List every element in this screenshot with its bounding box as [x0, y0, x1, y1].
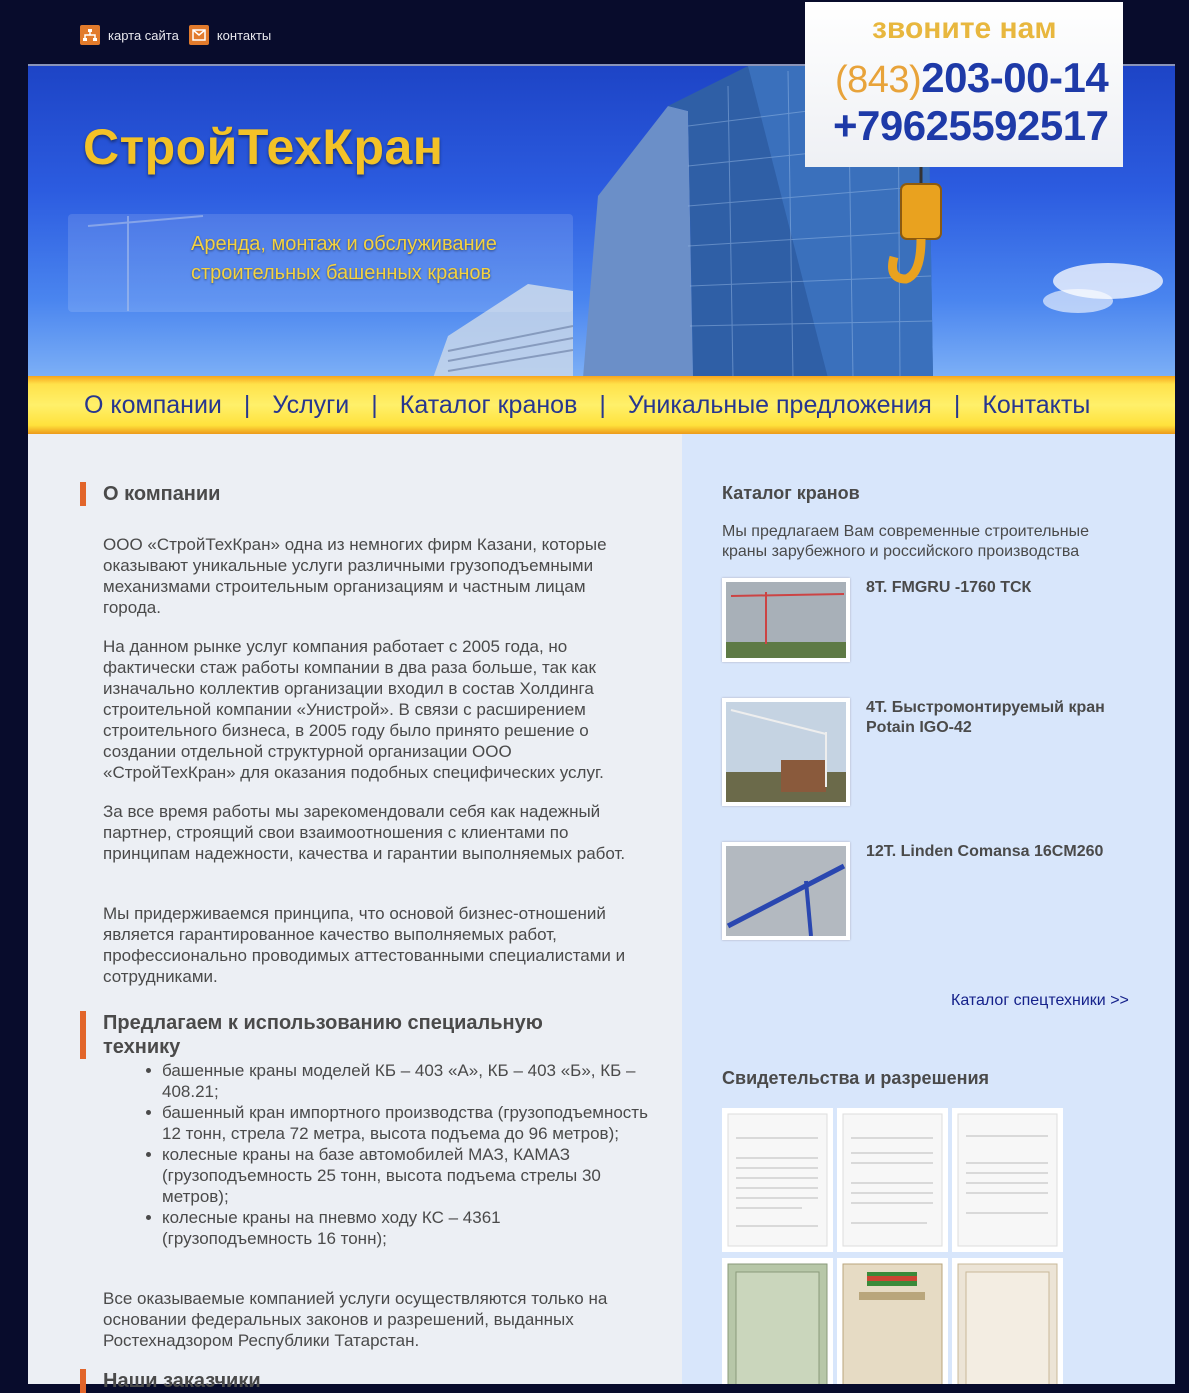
certificate-thumbnail[interactable] — [837, 1108, 948, 1252]
catalog-intro: Мы предлагаем Вам современные строительные краны зарубежного и российского производства — [722, 523, 1089, 560]
list-item: колесные краны на пневмо ходу КС – 4361 (грузоподъемность 16 тонн); — [162, 1207, 648, 1249]
offer-list — [162, 1060, 648, 1249]
crane-name[interactable]: 8Т. FMGRU -1760 ТСК — [866, 579, 1032, 596]
crane-card[interactable] — [722, 842, 1142, 972]
nav-contacts[interactable]: Контакты — [982, 390, 1091, 419]
list-item: башенный кран импортного производства (грузоподъемность 12 тонн, стрела 72 метра, высота подъема до 96 метров); — [162, 1103, 648, 1143]
mobile-phone[interactable]: +79625592517 — [833, 102, 1109, 149]
call-us-box — [805, 2, 1123, 167]
catalog-more-link[interactable]: Каталог спецтехники >> — [951, 992, 1129, 1009]
mail-icon[interactable] — [189, 25, 209, 45]
offer-heading: Предлагаем к использованию специальную технику — [80, 1011, 573, 1059]
crane-card[interactable] — [722, 698, 1142, 828]
tagline-line-1: Аренда, монтаж и обслуживание — [191, 233, 497, 255]
certificate-thumbnail[interactable] — [722, 1108, 833, 1252]
crane-name[interactable]: 12Т. Linden Comansa 16CM260 — [866, 843, 1104, 860]
certificate-thumbnail[interactable] — [952, 1108, 1063, 1252]
tagline — [191, 230, 497, 288]
nav-separator: | — [953, 390, 961, 419]
sitemap-icon[interactable] — [80, 25, 100, 45]
nav-catalog[interactable]: Каталог кранов — [399, 390, 578, 419]
call-us-label: звоните нам — [872, 12, 1057, 45]
about-paragraph: На данном рынке услуг компания работает с 2005 года, но фактически стаж работы компании в два раза больше, так как изначально коллектив организации входил в состав Холдинга строительной компании «Унистрой». В связи с расширением строительного бизнеса, в 2005 году было принято решение о создании отдельной структурной организации ООО «СтройТехКран» для оказания подобных специфических услуг. — [103, 637, 604, 782]
city-phone[interactable] — [835, 54, 1108, 102]
nav-separator: | — [243, 390, 251, 419]
phone-number: 203-00-14 — [921, 54, 1109, 101]
about-paragraph: ООО «СтройТехКран» одна из немногих фирм Казани, которые оказывают уникальные услуги различными грузоподъемными механизмами строительным организациям и частным лицам города. — [103, 535, 607, 617]
tagline-line-2: строительных башенных кранов — [191, 262, 492, 284]
main-nav — [28, 376, 1175, 434]
phone-code: (843) — [835, 59, 922, 101]
crane-card[interactable] — [722, 578, 1142, 708]
catalog-heading: Каталог кранов — [722, 483, 860, 503]
nav-offers[interactable]: Уникальные предложения — [627, 390, 932, 419]
about-paragraph: Мы придерживаемся принципа, что основой бизнес-отношений является гарантированное качество выполняемых работ, профессионально проводимых аттестованными специалистами и сотрудниками. — [103, 904, 626, 986]
certificates-heading: Свидетельства и разрешения — [722, 1068, 990, 1088]
site-logo[interactable]: СтройТехКран — [83, 119, 444, 175]
about-heading: О компании — [80, 482, 220, 506]
certificate-thumbnail[interactable] — [952, 1258, 1063, 1384]
customers-heading: Наши заказчики — [80, 1369, 261, 1393]
list-item: башенные краны моделей КБ – 403 «А», КБ – 403 «Б», КБ – 408.21; — [162, 1060, 648, 1102]
sidebar — [682, 434, 1175, 1384]
nav-separator: | — [599, 390, 606, 419]
crane-photo[interactable] — [722, 842, 850, 940]
crane-name[interactable]: 4Т. Быстромонтируемый кран Potain IGO-42 — [866, 699, 1105, 736]
certificate-thumbnail[interactable] — [837, 1258, 948, 1384]
nav-separator: | — [371, 390, 378, 419]
nav-services[interactable]: Услуги — [272, 390, 350, 419]
crane-photo[interactable] — [722, 578, 850, 662]
contacts-link[interactable]: контакты — [216, 27, 272, 43]
about-paragraph: За все время работы мы зарекомендовали себя как надежный партнер, строящий свои взаимоотношения с клиентами по принципам надежности, качества и гарантии выполняемых работ. — [103, 802, 626, 863]
certificate-thumbnail[interactable] — [722, 1258, 833, 1384]
list-item: колесные краны на базе автомобилей МАЗ, КАМАЗ (грузоподъемность 25 тонн, высота подъема стрелы 30 метров); — [162, 1144, 648, 1207]
crane-photo[interactable] — [722, 698, 850, 806]
top-links — [80, 25, 277, 45]
offer-closing: Все оказываемые компанией услуги осуществляются только на основании федеральных законов и разрешений, выданных Ростехнадзором Республики Татарстан. — [103, 1289, 608, 1350]
nav-about[interactable]: О компании — [84, 390, 222, 419]
sitemap-link[interactable]: карта сайта — [108, 27, 179, 43]
main-content — [28, 434, 682, 1392]
